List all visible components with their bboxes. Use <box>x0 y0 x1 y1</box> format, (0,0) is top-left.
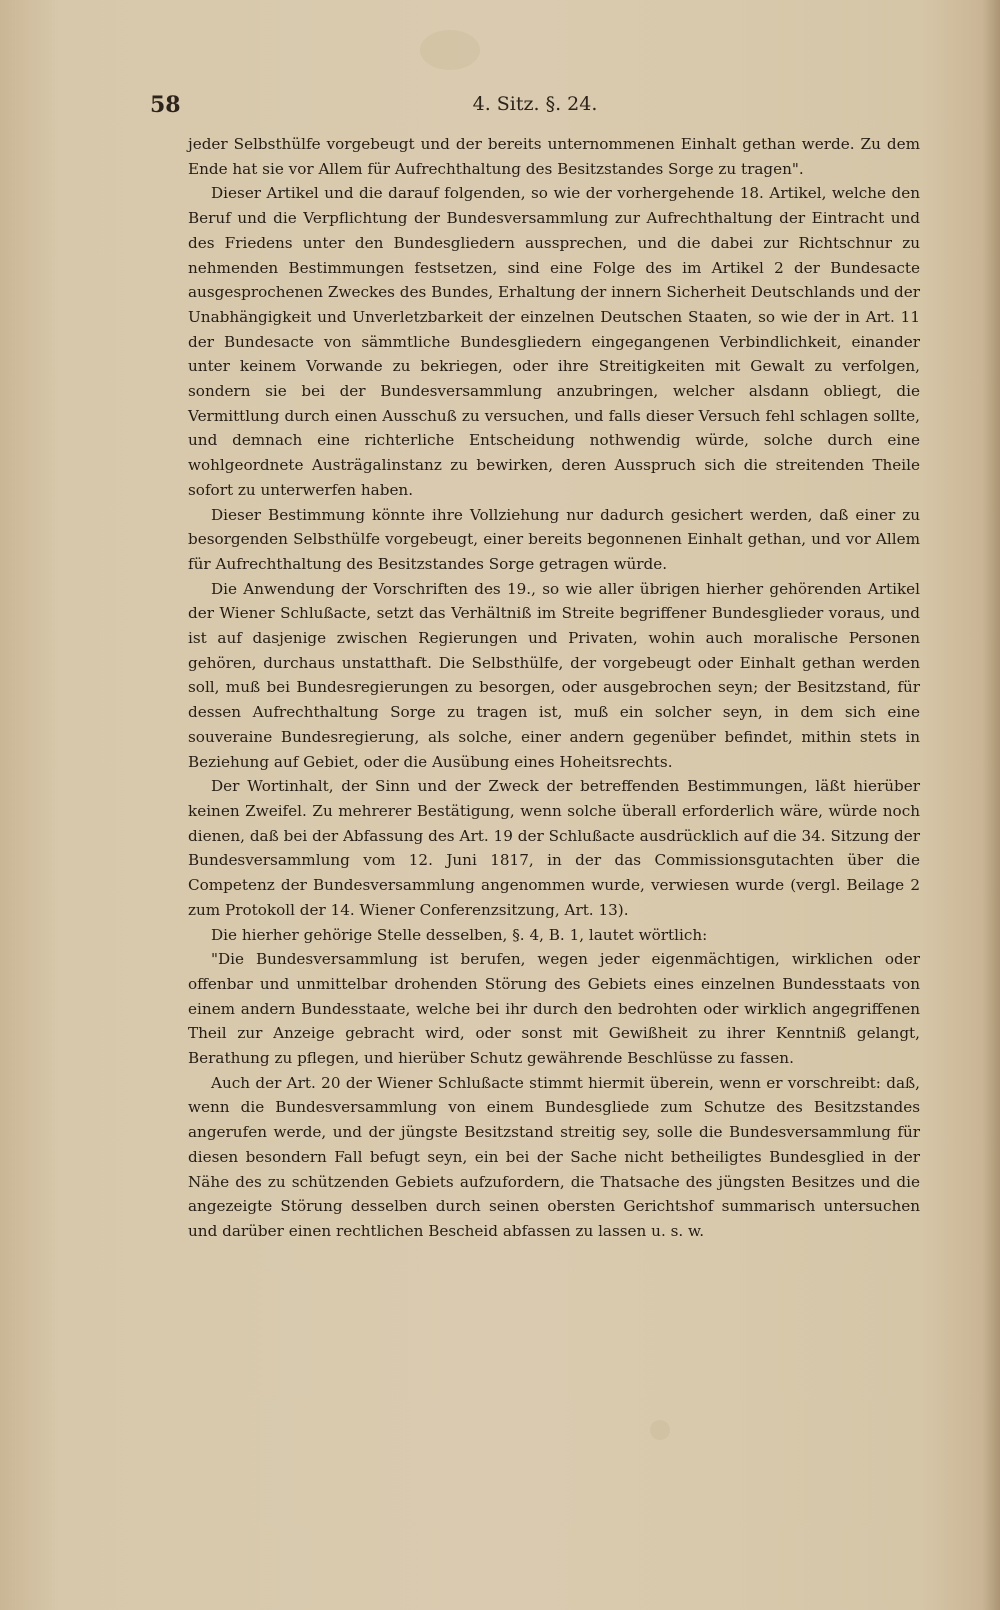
paragraph: Auch der Art. 20 der Wiener Schlußacte stimmt hiermit überein, wenn er vorschreibt: daß, wenn die Bundesversammlung von einem Bundesgliede zum Schutze des Besitzstandes angerufen werde, und der jüngste Besitzstand streitig sey, solle die Bundesversammlung für diesen besondern Fall befugt seyn, ein bei der Sache nicht betheiligtes Bundesglied in der Nähe des zu schützenden Gebiets aufzufordern, die Thatsache des jüngsten Besitzes und die angezeigte Störung desselben durch seinen obersten Gerichtshof summarisch untersuchen und darüber einen rechtlichen Bescheid abfassen zu lassen u. s. w. <box>188 1073 920 1240</box>
quoted-paragraph: "Die Bundesversammlung ist berufen, wegen jeder eigenmächtigen, wirklichen oder offenbar und unmittelbar drohenden Störung des Gebiets eines einzelnen Bundesstaats von einem andern Bundesstaate, welche bei ihr durch den bedrohten oder wirklich angegriffenen Theil zur Anzeige gebracht wird, oder sonst mit Gewißheit zu ihrer Kenntniß gelangt, Berathung zu pflegen, und hierüber Schutz gewährende Beschlüsse zu fassen. <box>188 950 920 1068</box>
paragraph: Die Anwendung der Vorschriften des 19., so wie aller übrigen hierher gehörenden Artikel der Wiener Schlußacte, setzt das Verhältniß im Streite begriffener Bundesglieder voraus, und ist auf dasjenige zwischen Regierungen und Privaten, wohin auch moralische Personen gehören, durchaus unstatthaft. Die Selbsthülfe, der vorgebeugt oder Einhalt gethan werden soll, muß bei Bundesregierungen zu besorgen, oder ausgebrochen seyn; der Besitzstand, für dessen Aufrechthaltung Sorge zu tragen ist, muß ein solcher seyn, in dem sich eine souveraine Bundesregierung, als solche, einer andern gegenüber befindet, mithin stets in Beziehung auf Gebiet, oder die Ausübung eines Hoheitsrechts. <box>188 579 920 771</box>
paragraph: Die hierher gehörige Stelle desselben, §. 4, B. 1, lautet wörtlich: <box>211 925 708 944</box>
paper-stain <box>420 30 480 70</box>
body-text <box>188 132 920 1244</box>
paper-stain <box>650 1420 670 1440</box>
paragraph: Der Wortinhalt, der Sinn und der Zweck der betreffenden Bestimmungen, läßt hierüber keinen Zweifel. Zu mehrerer Bestätigung, wenn solche überall erforderlich wäre, würde noch dienen, daß bei der Abfassung des Art. 19 der Schlußacte ausdrücklich auf die 34. Sitzung der Bundesversammlung vom 12. Juni 1817, in der das Commissionsgutachten über die Competenz der Bundesversammlung angenommen wurde, verwiesen wurde (vergl. Beilage 2 zum Protokoll der 14. Wiener Conferenzsitzung, Art. 13). <box>188 777 920 919</box>
paragraph: Dieser Bestimmung könnte ihre Vollziehung nur dadurch gesichert werden, daß einer zu besorgenden Selbsthülfe vorgebeugt, einer bereits begonnenen Einhalt gethan, und vor Allem für Aufrechthaltung des Besitzstandes Sorge getragen würde. <box>188 505 920 573</box>
page-number: 58 <box>150 92 181 118</box>
page-header <box>150 92 920 128</box>
page-edge-shadow <box>982 0 1000 1610</box>
paragraph-continuation: jeder Selbsthülfe vorgebeugt und der bereits unternommenen Einhalt gethan werde. Zu dem Ende hat sie vor Allem für Aufrechthaltung des Besitzstandes Sorge zu tragen". <box>188 135 920 178</box>
paragraph: Dieser Artikel und die darauf folgenden, so wie der vorhergehende 18. Artikel, welche den Beruf und die Verpflichtung der Bundesversammlung zur Aufrechthaltung der Eintracht und des Friedens unter den Bundesgliedern aussprechen, und die dabei zur Richtschnur zu nehmenden Bestimmungen festsetzen, sind eine Folge des im Artikel 2 der Bundesacte ausgesprochenen Zweckes des Bundes, Erhaltung der innern Sicherheit Deutschlands und der Unabhängigkeit und Unverletzbarkeit der einzelnen Deutschen Staaten, so wie der in Art. 11 der Bundesacte von sämmtliche Bundesgliedern eingegangenen Verbindlichkeit, einander unter keinem Vorwande zu bekriegen, oder ihre Streitigkeiten mit Gewalt zu verfolgen, sondern sie bei der Bundesversammlung anzubringen, welcher alsdann obliegt, die Vermittlung durch einen Ausschuß zu versuchen, und falls dieser Versuch fehl schlagen sollte, und demnach eine richterliche Entscheidung nothwendig würde, solche durch eine wohlgeordnete Austrägalinstanz zu bewirken, deren Ausspruch sich die streitenden Theile sofort zu unterwerfen haben. <box>188 184 920 499</box>
running-head: 4. Sitz. §. 24. <box>472 93 598 115</box>
